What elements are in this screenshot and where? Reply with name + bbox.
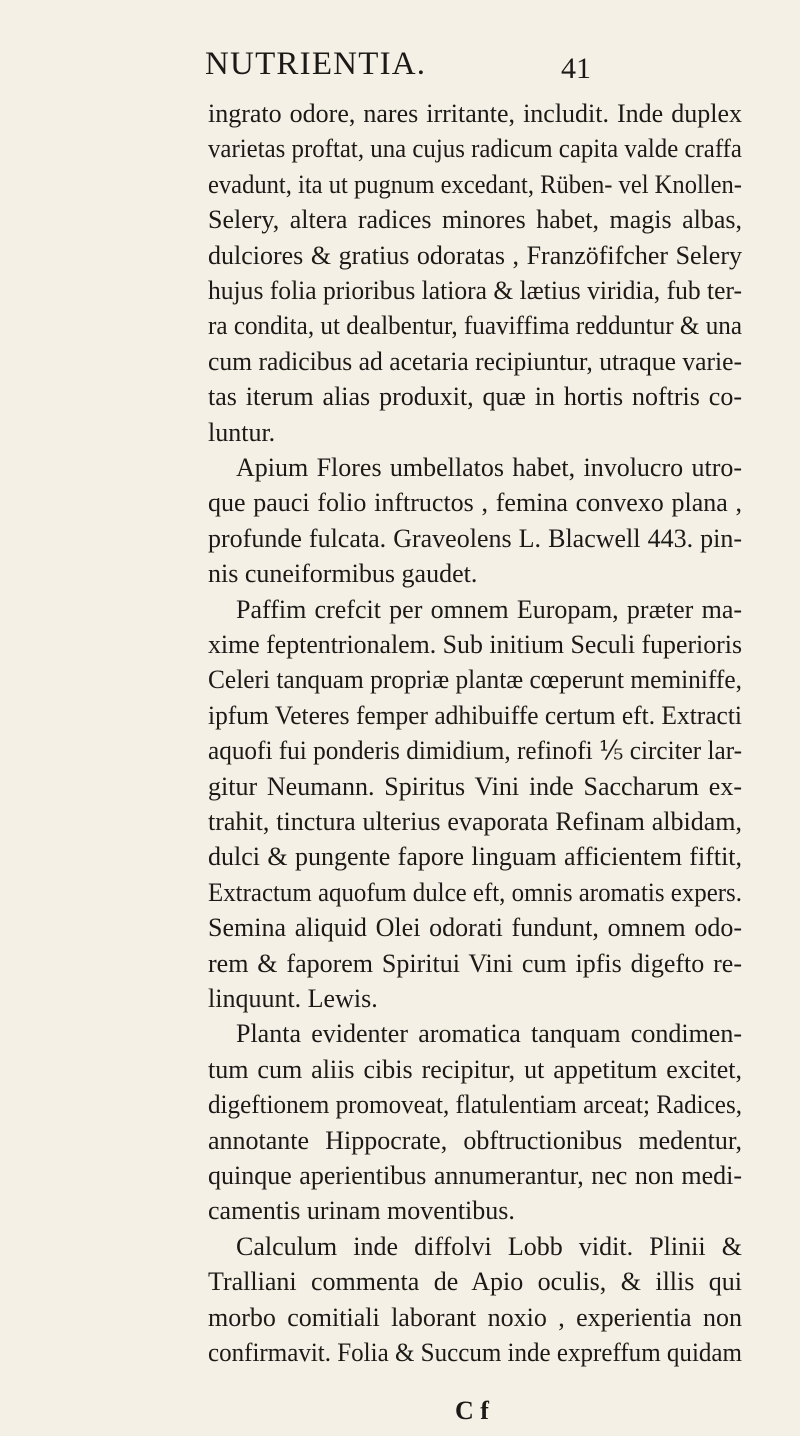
text-line: xime feptentrionalem. Sub initium Seculi fuperioris bbox=[208, 630, 743, 659]
signature-mark: C f bbox=[455, 1396, 489, 1425]
page-header bbox=[0, 46, 800, 86]
page-number: 41 bbox=[561, 52, 591, 85]
text-line: Extractum aquofum dulce eft, omnis aromatis expers. bbox=[208, 877, 742, 907]
text-line: annotante Hippocrate, obftructionibus medentur, bbox=[208, 1125, 743, 1155]
text-line: rem & faporem Spiritui Vini cum ipfis digefto re- bbox=[208, 948, 742, 978]
text-line: Celeri tanquam propriæ plantæ cœperunt meminiffe, bbox=[208, 665, 742, 695]
text-line: Selery, altera radices minores habet, magis albas, bbox=[208, 205, 742, 235]
text-line: Semina aliquid Olei odorati fundunt, omnem odo- bbox=[208, 913, 743, 943]
text-line: morbo comitiali laborant noxio , experientia non bbox=[208, 1302, 742, 1332]
text-line: que pauci folio inftructos , femina convexo plana , bbox=[208, 488, 743, 518]
text-line: Paffim crefcit per omnem Europam, præter ma- bbox=[236, 594, 743, 624]
running-title: NUTRIENTIA. bbox=[205, 46, 427, 82]
text-line: tum cum aliis cibis recipitur, ut appetitum excitet, bbox=[208, 1054, 743, 1084]
text-line: Apium Flores umbellatos habet, involucro utro- bbox=[236, 453, 743, 482]
text-line: luntur. bbox=[208, 417, 276, 447]
text-line: tas iterum alias produxit, quæ in hortis noftris co- bbox=[208, 382, 742, 412]
text-line: ingrato odore, nares irritante, includit. Inde duplex bbox=[208, 99, 743, 128]
text-line: ra condita, ut dealbentur, fuaviffima redduntur & una bbox=[208, 311, 743, 341]
text-line: hujus folia prioribus latiora & lætius viridia, fub ter- bbox=[208, 276, 742, 305]
text-line: trahit, tinctura ulterius evaporata Refinam albidam, bbox=[208, 807, 742, 836]
text-line: profunde fulcata. Graveolens L. Blacwell 443. pin- bbox=[208, 523, 743, 553]
text-line: Calculum inde diffolvi Lobb vidit. Plinii & bbox=[236, 1231, 742, 1261]
text-line: gitur Neumann. Spiritus Vini inde Saccharum ex- bbox=[208, 771, 742, 801]
text-line: varietas proftat, una cujus radicum capita valde craffa bbox=[208, 134, 742, 164]
text-line: linquunt. Lewis. bbox=[208, 984, 378, 1013]
text-line: confirmavit. Folia & Succum inde expreffum quidam bbox=[208, 1338, 742, 1367]
text-line: cum radicibus ad acetaria recipiuntur, utraque varie- bbox=[208, 346, 743, 376]
text-line: dulciores & gratius odoratas , Franzöfifcher Selery bbox=[208, 240, 743, 270]
text-line: Tralliani commenta de Apio oculis, & illis qui bbox=[208, 1267, 743, 1297]
text-line: ipfum Veteres femper adhibuiffe certum eft. Extracti bbox=[208, 700, 742, 730]
text-line: quinque aperientibus annumerantur, nec non medi- bbox=[208, 1161, 742, 1190]
text-line: nis cuneiformibus gaudet. bbox=[208, 559, 478, 589]
text-line: digeftionem promoveat, flatulentiam arceat; Radices, bbox=[208, 1090, 742, 1120]
text-line: evadunt, ita ut pugnum excedant, Rüben- vel Knollen- bbox=[208, 169, 742, 199]
text-line: Planta evidenter aromatica tanquam condimen- bbox=[236, 1019, 742, 1049]
text-line: camentis urinam moventibus. bbox=[208, 1196, 515, 1226]
text-line: aquofi fui ponderis dimidium, refinofi ⅕ circiter lar- bbox=[208, 736, 743, 766]
text-line: dulci & pungente fapore linguam afficientem fiftit, bbox=[208, 842, 743, 872]
